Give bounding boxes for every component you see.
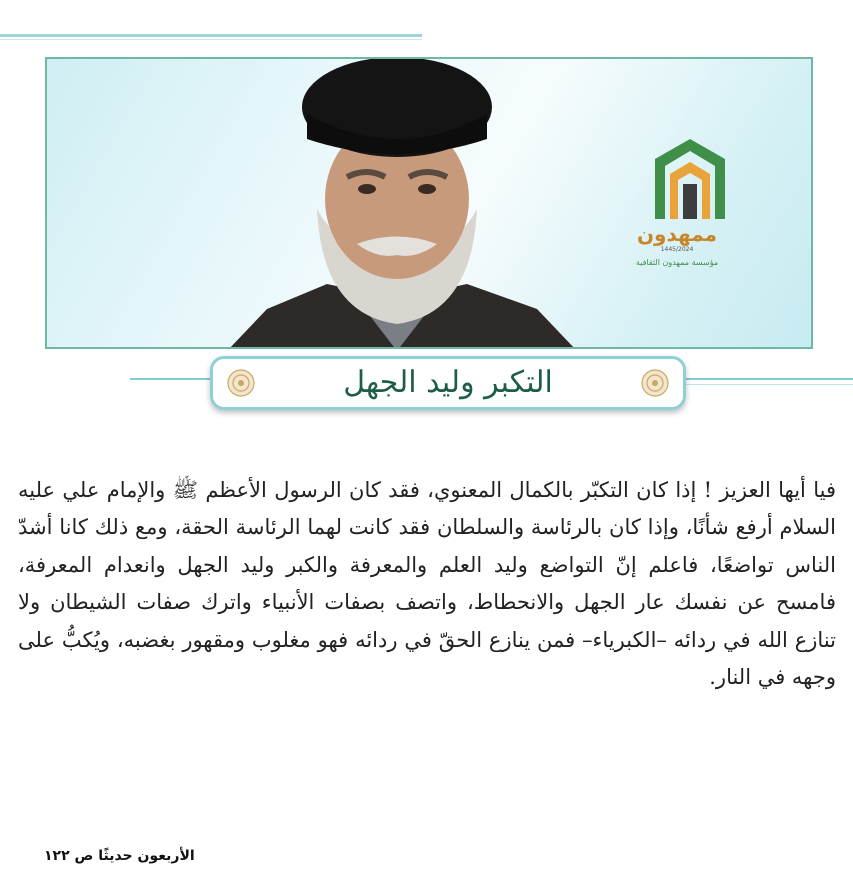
source-citation: الأربعون حديثًا ص ١٢٢ bbox=[44, 848, 195, 864]
title-right-rule bbox=[682, 378, 853, 380]
top-decorative-rule bbox=[0, 34, 422, 37]
title-frame bbox=[210, 356, 686, 410]
portrait-image bbox=[207, 59, 587, 349]
page-title: التكبر وليد الجهل bbox=[343, 365, 553, 400]
header-banner bbox=[45, 57, 813, 349]
rosette-ornament-icon bbox=[227, 369, 255, 397]
body-paragraph bbox=[18, 472, 836, 696]
title-left-rule bbox=[130, 378, 220, 380]
mumahhidun-logo-icon bbox=[615, 139, 750, 269]
logo-year: 1445/2024 bbox=[660, 246, 694, 253]
top-decorative-rule-thin bbox=[0, 39, 422, 40]
logo-org: مؤسسة ممهدون الثقافية bbox=[635, 258, 719, 267]
rosette-ornament-icon bbox=[641, 369, 669, 397]
logo-name: ممهدون bbox=[636, 222, 718, 246]
title-right-rule-thin bbox=[682, 384, 853, 385]
body-paragraph-text: فيا أيها العزيز ! إذا كان التكبّر بالكمال المعنوي، فقد كان الرسول الأعظم ﷺ والإمام علي عليه السلام أرفع شأنًا، وإذا كان بالرئاسة والسلطان فقد كانت لهما الرئاسة الحقة، ومع ذلك كانا أشدّ الناس تواضعًا، فاعلم إنّ التواضع وليد العلم والمعرفة والكبر وليد الجهل وانعدام المعرفة، فامسح عن نفسك عار الجهل والانحطاط، واتصف بصفات الأنبياء واترك صفات الشيطان ولا تنازع الله في ردائه –الكبرياء– فمن ينازع الحقّ في ردائه فهو مغلوب ومقهور بغضبه، ويُكبُّ على وجهه في النار. bbox=[18, 478, 836, 690]
